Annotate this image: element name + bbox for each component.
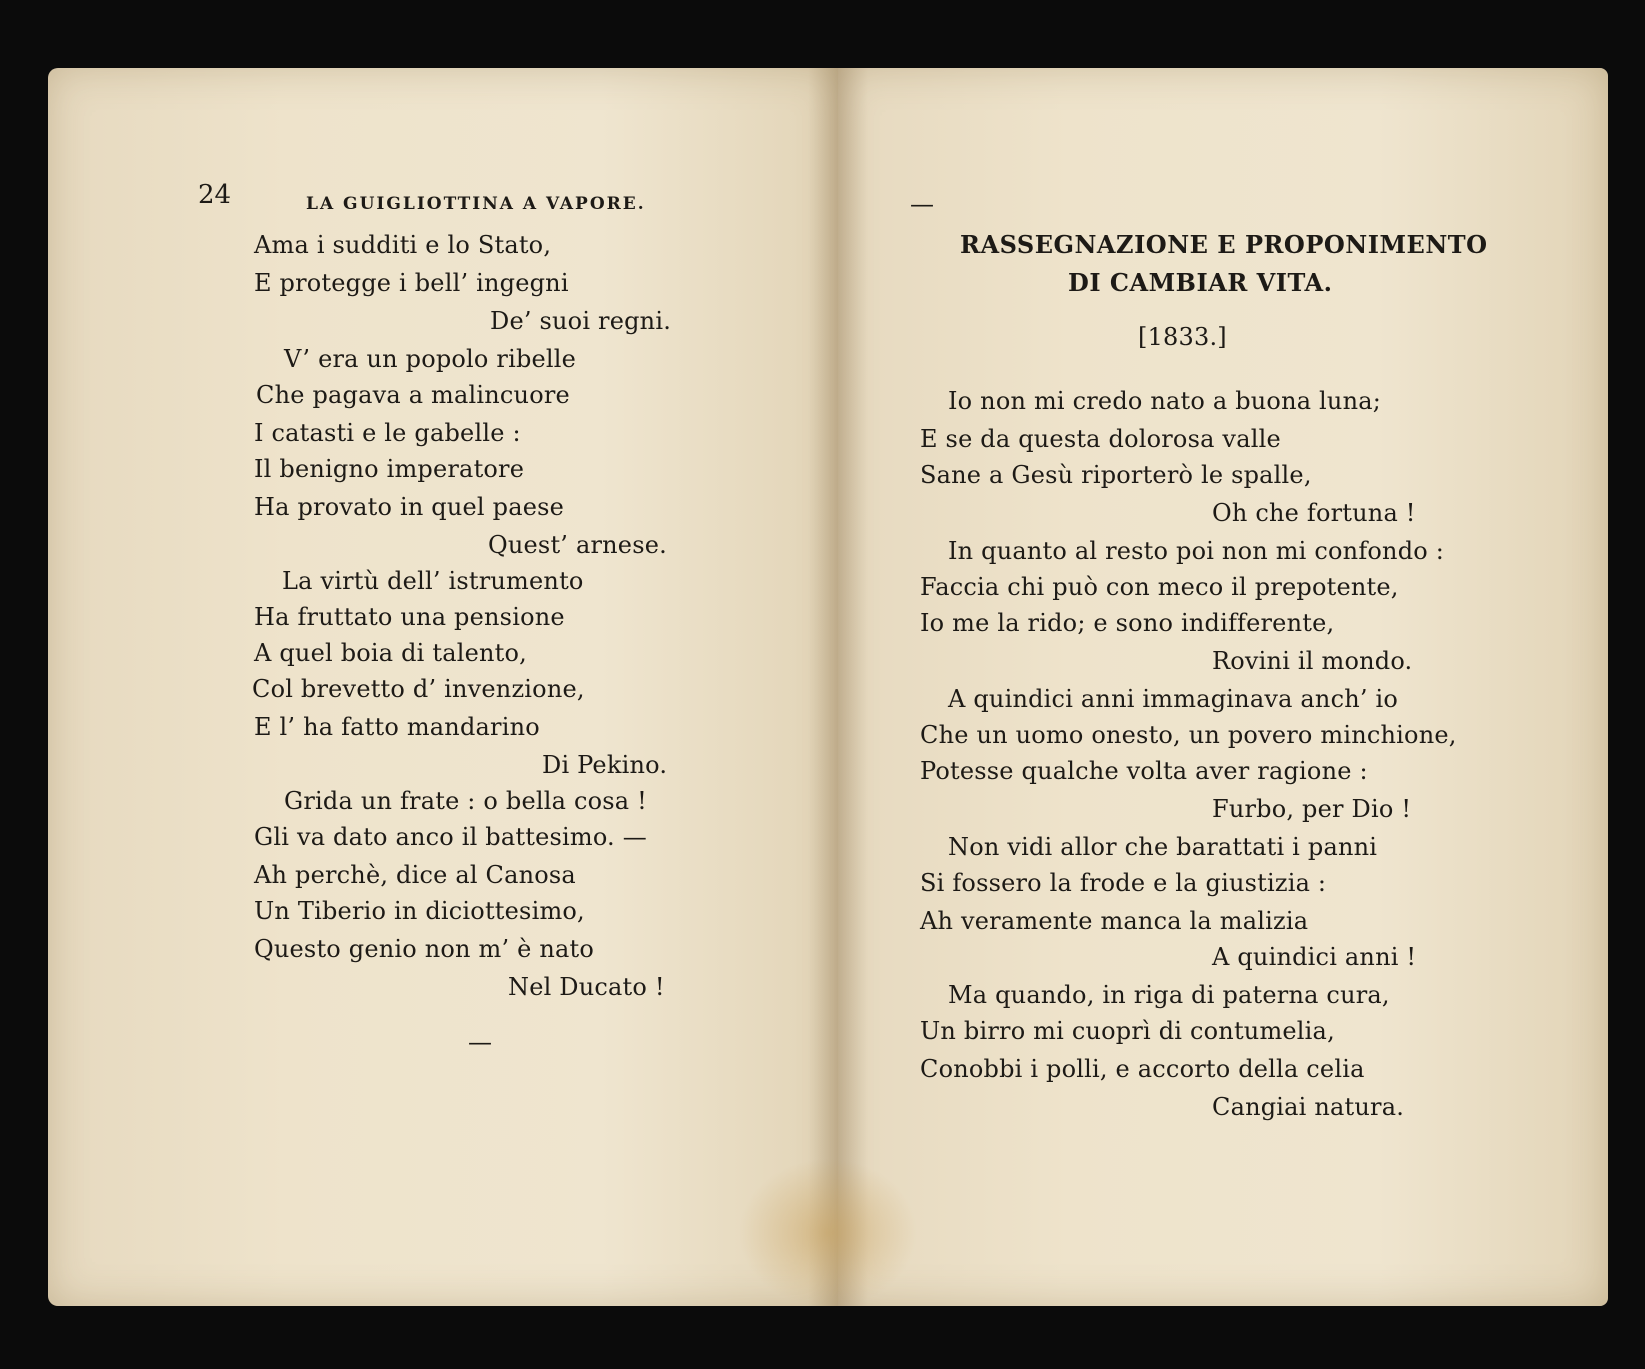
poem-line: De’ suoi regni. <box>490 307 672 335</box>
poem-line: Oh che fortuna ! <box>1212 499 1416 527</box>
poem-line: E protegge i bell’ ingegni <box>254 269 569 297</box>
poem-line: Il benigno imperatore <box>254 455 525 483</box>
end-rule: — <box>468 1028 492 1056</box>
poem-line: Ma quando, in riga di paterna cura, <box>948 981 1390 1009</box>
poem-line: Nel Ducato ! <box>508 973 665 1001</box>
poem-line: Ah perchè, dice al Canosa <box>254 861 576 889</box>
poem-line: A quel boia di talento, <box>254 639 527 667</box>
running-head: LA GUIGLIOTTINA A VAPORE. <box>306 194 646 214</box>
poem-line: Sane a Gesù riporterò le spalle, <box>920 461 1312 489</box>
top-dash: — <box>910 190 934 218</box>
poem-line: Un birro mi cuoprì di contumelia, <box>920 1017 1335 1045</box>
poem-title-line-2: DI CAMBIAR VITA. <box>1068 268 1333 297</box>
poem-line: A quindici anni immaginava anch’ io <box>948 685 1399 713</box>
poem-line: Rovini il mondo. <box>1212 647 1413 675</box>
poem-line: Furbo, per Dio ! <box>1212 795 1412 823</box>
poem-line: Col brevetto d’ invenzione, <box>252 675 585 703</box>
poem-line: I catasti e le gabelle : <box>254 419 521 447</box>
poem-line: Potesse qualche volta aver ragione : <box>920 757 1368 785</box>
poem-line: A quindici anni ! <box>1212 943 1417 971</box>
poem-line: Questo genio non m’ è nato <box>254 935 595 963</box>
right-page <box>838 68 1608 1306</box>
poem-line: Che pagava a malincuore <box>256 381 570 409</box>
poem-line: Ama i sudditi e lo Stato, <box>254 231 552 259</box>
poem-year: [1833.] <box>1138 323 1227 351</box>
open-book <box>48 58 1604 1318</box>
poem-line: E se da questa dolorosa valle <box>920 425 1281 453</box>
poem-title-line-1: RASSEGNAZIONE E PROPONIMENTO <box>960 230 1488 259</box>
poem-line: Ah veramente manca la malizia <box>920 907 1309 935</box>
poem-line: In quanto al resto poi non mi confondo : <box>948 537 1445 565</box>
poem-line: V’ era un popolo ribelle <box>284 345 577 373</box>
poem-line: Ha provato in quel paese <box>254 493 565 521</box>
poem-line: Di Pekino. <box>542 751 668 779</box>
left-page <box>48 68 838 1306</box>
poem-line: Che un uomo onesto, un povero minchione, <box>920 721 1457 749</box>
poem-line: Ha fruttato una pensione <box>254 603 565 631</box>
poem-line: Cangiai natura. <box>1212 1093 1405 1121</box>
poem-line: La virtù dell’ istrumento <box>282 567 584 595</box>
page-number: 24 <box>198 180 232 210</box>
poem-line: Non vidi allor che barattati i panni <box>948 833 1378 861</box>
poem-line: Si fossero la frode e la giustizia : <box>920 869 1327 897</box>
poem-line: Conobbi i polli, e accorto della celia <box>920 1055 1365 1083</box>
poem-line: Un Tiberio in diciottesimo, <box>254 897 585 925</box>
poem-line: Io non mi credo nato a buona luna; <box>948 387 1382 415</box>
poem-line: Io me la rido; e sono indifferente, <box>920 609 1335 637</box>
poem-line: Faccia chi può con meco il prepotente, <box>920 573 1399 601</box>
poem-line: Quest’ arnese. <box>488 531 667 559</box>
poem-line: Grida un frate : o bella cosa ! <box>284 787 647 815</box>
poem-line: E l’ ha fatto mandarino <box>254 713 540 741</box>
poem-line: Gli va dato anco il battesimo. — <box>254 823 647 851</box>
